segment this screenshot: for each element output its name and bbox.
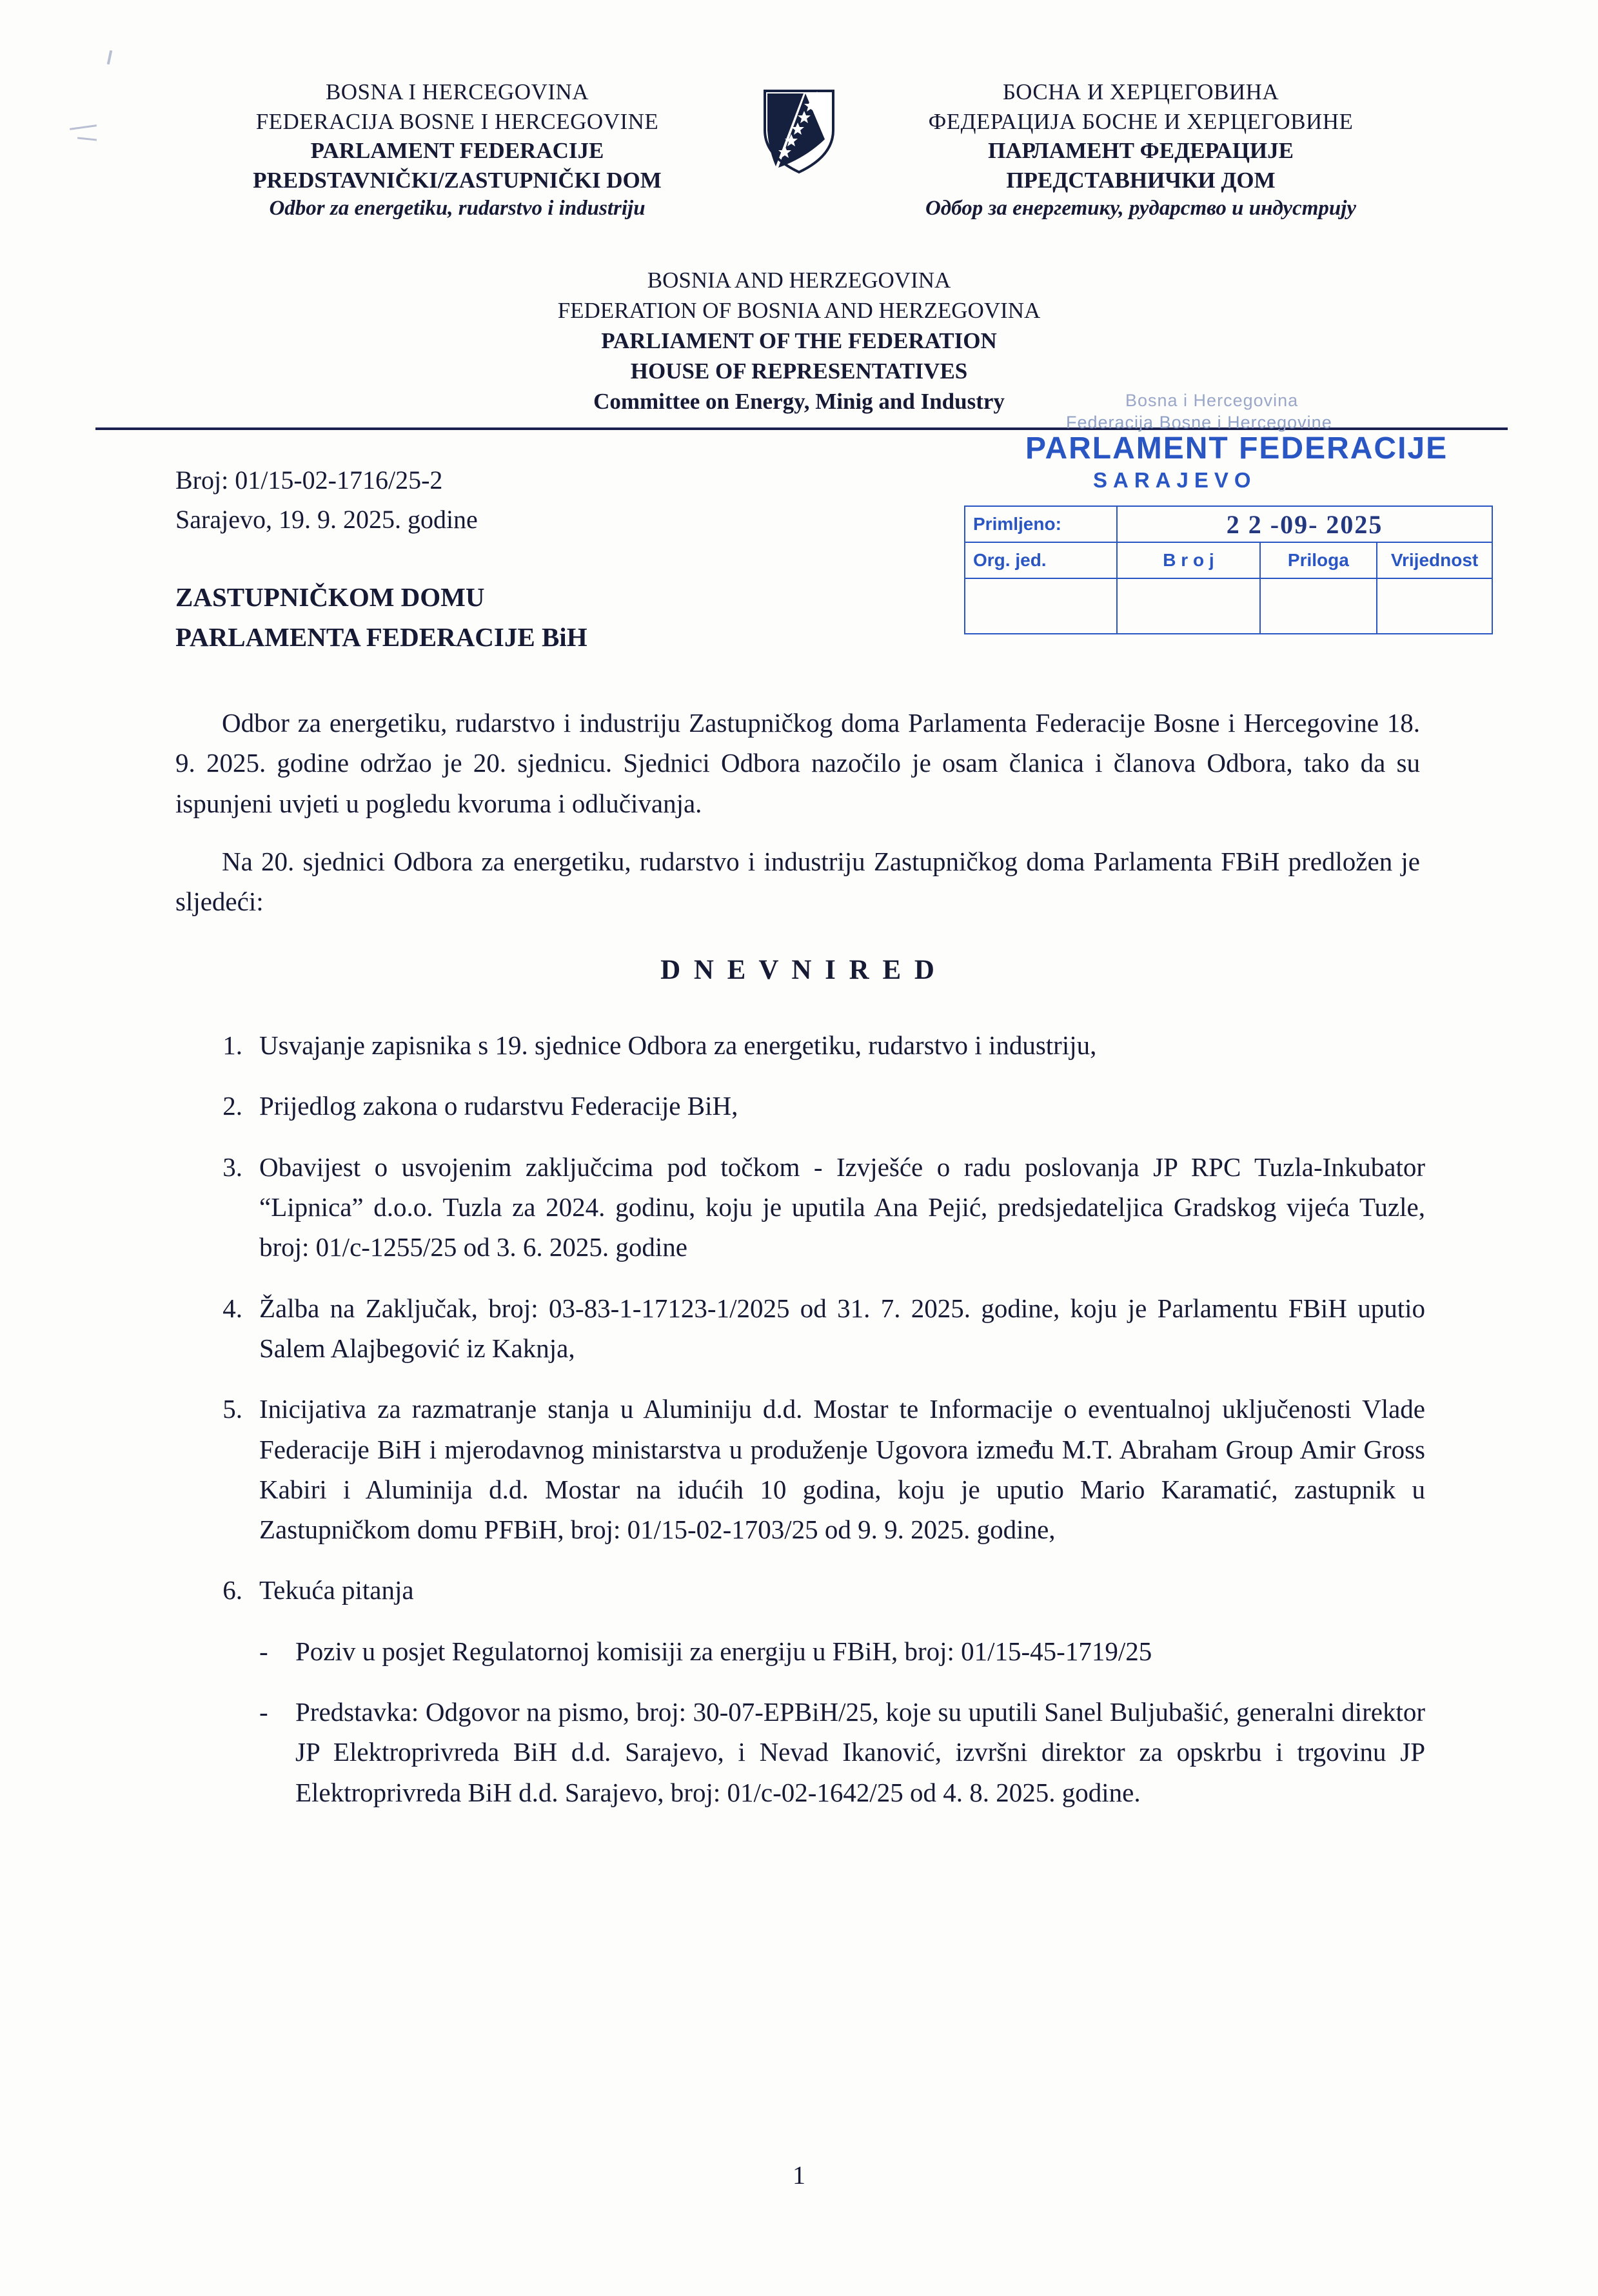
letterhead-latin xyxy=(190,77,725,222)
body-paragraph-2: Na 20. sjednici Odbora za energetiku, rudarstvo i industriju Zastupničkog doma Parlamenta FBiH predložen je sljedeći: xyxy=(175,846,1420,917)
agenda-subitem-text: Predstavka: Odgovor na pismo, broj: 30-07-EPBiH/25, koje su uputili Sanel Buljubašić, generalni direktor JP Elektroprivreda BiH d.d. Sarajevo, i Nevad Ikanović, izvršni direktor za opskrbu i trgovinu JP Elektroprivreda BiH d.d. Sarajevo, broj: 01/c-02-1642/25 od 4. 8. 2025. godine. xyxy=(295,1697,1425,1807)
letterhead-latin-line4: PREDSTAVNIČKI/ZASTUPNIČKI DOM xyxy=(253,167,662,193)
stamp-cell-broj-value xyxy=(1117,578,1259,634)
stamp-received-label: Primljeno: xyxy=(965,506,1117,542)
agenda-item-text: Žalba na Zaključak, broj: 03-83-1-17123-1/2025 od 31. 7. 2025. godine, koju je Parlamentu FBiH uputio Salem Alajbegović iz Kaknja, xyxy=(259,1293,1425,1363)
agenda-item-text: Prijedlog zakona o rudarstvu Federacije BiH, xyxy=(259,1091,738,1121)
stamp-faint-line1: Bosna i Hercegovina xyxy=(1125,391,1299,410)
coat-of-arms-icon xyxy=(763,89,835,174)
letterhead-latin-line3: PARLAMENT FEDERACIJE xyxy=(310,138,604,163)
agenda-subitem xyxy=(193,1631,1425,1671)
letterhead-cyrillic-line1: БОСНА И ХЕРЦЕГОВИНА xyxy=(1002,79,1279,104)
letterhead-english-line5: Committee on Energy, Minig and Industry xyxy=(593,388,1005,414)
letterhead-cyrillic xyxy=(873,77,1408,222)
emblem-container xyxy=(725,77,873,174)
stamp-cell-priloga-value xyxy=(1260,578,1377,634)
agenda-item-number: 3. xyxy=(222,1152,242,1182)
letterhead-cyrillic-line3: ПАРЛАМЕНТ ФЕДЕРАЦИЈЕ xyxy=(988,138,1294,163)
stamp-faint-line2: Federacija Bosne i Hercegovine xyxy=(1066,413,1332,432)
agenda-item xyxy=(193,1288,1425,1369)
letterhead-cyrillic-line4: ПРЕДСТАВНИЧКИ ДОМ xyxy=(1006,167,1276,193)
letterhead-cyrillic-line5: Одбор за енергетику, рударство и индустрију xyxy=(925,197,1357,220)
stamp-city: SARAJEVO xyxy=(1093,468,1257,492)
stamp-col-priloga: Priloga xyxy=(1260,542,1377,578)
letterhead-english-line1: BOSNIA AND HERZEGOVINA xyxy=(647,268,951,293)
page-number: 1 xyxy=(793,2161,805,2190)
stamp-cell-vrijednost-value xyxy=(1377,578,1492,634)
stamp-col-broj: B r o j xyxy=(1117,542,1259,578)
agenda-heading: D N E V N I R E D xyxy=(660,955,938,985)
agenda-item-number: 6. xyxy=(222,1575,242,1605)
agenda-item xyxy=(193,1570,1425,1610)
stamp-row-blank xyxy=(965,578,1492,634)
stamp-col-org: Org. jed. xyxy=(965,542,1117,578)
agenda-item-number: 5. xyxy=(222,1394,242,1424)
stamp-title: PARLAMENT FEDERACIJE xyxy=(1025,431,1448,466)
addressee-block xyxy=(175,577,587,658)
letterhead-latin-line5: Odbor za energetiku, rudarstvo i industriju xyxy=(269,197,646,220)
agenda-item xyxy=(193,1147,1425,1268)
agenda-item-text: Usvajanje zapisnika s 19. sjednice Odbora za energetiku, rudarstvo i industriju, xyxy=(259,1030,1097,1060)
letterhead xyxy=(0,77,1598,222)
addressee-line1: ZASTUPNIČKOM DOMU xyxy=(175,582,485,612)
agenda-item xyxy=(193,1025,1425,1065)
body-paragraph-1: Odbor za energetiku, rudarstvo i industriju Zastupničkog doma Parlamenta Federacije Bosne i Hercegovine 18. 9. 2025. godine održao je 20. sjednicu. Sjednici Odbora nazočilo je osam članica i članova Odbora, tako da su ispunjeni uvjeti u pogledu kvoruma i odlučivanja. xyxy=(175,708,1420,818)
received-stamp xyxy=(951,391,1506,662)
letterhead-cyrillic-line2: ФЕДЕРАЦИЈА БОСНЕ И ХЕРЦЕГОВИНЕ xyxy=(928,108,1354,134)
agenda-list xyxy=(193,1025,1425,1833)
stamp-row-headers xyxy=(965,542,1492,578)
agenda-subitem-dash: - xyxy=(259,1697,268,1727)
addressee-line2: PARLAMENTA FEDERACIJE BiH xyxy=(175,622,587,652)
agenda-subitem-text: Poziv u posjet Regulatornoj komisiji za energiju u FBiH, broj: 01/15-45-1719/25 xyxy=(295,1636,1152,1666)
agenda-subitem xyxy=(193,1692,1425,1812)
agenda-item-text: Inicijativa za razmatranje stanja u Aluminiju d.d. Mostar te Informacije o eventualnoj uključenosti Vlade Federacije BiH i mjerodavnog ministarstva u produženje Ugovora između M.T. Abraham Group Amir Gross Kabiri i Aluminija d.d. Mostar na idućih 10 godina, koju je uputio Mario Karamatić, zastupnik u Zastupničkom domu PFBiH, broj: 01/15-02-1703/25 od 9. 9. 2025. godine, xyxy=(259,1394,1425,1545)
agenda-item-number: 4. xyxy=(222,1293,242,1323)
reference-number: Broj: 01/15-02-1716/25-2 xyxy=(175,466,443,495)
reference-date: Sarajevo, 19. 9. 2025. godine xyxy=(175,504,478,534)
stamp-received-date: 2 2 -09- 2025 xyxy=(1117,506,1492,542)
agenda-item-text: Obavijest o usvojenim zaključcima pod točkom - Izvješće o radu poslovanja JP RPC Tuzla-Inkubator “Lipnica” d.o.o. Tuzla za 2024. godinu, koju je uputila Ana Pejić, predsjedateljica Gradskog vijeća Tuzle, broj: 01/c-1255/25 od 3. 6. 2025. godine xyxy=(259,1152,1425,1262)
letterhead-latin-line1: BOSNA I HERCEGOVINA xyxy=(325,79,589,104)
letterhead-english-line3: PARLIAMENT OF THE FEDERATION xyxy=(601,328,997,353)
stamp-col-vrijednost: Vrijednost xyxy=(1377,542,1492,578)
agenda-item-number: 2. xyxy=(222,1091,242,1121)
agenda-item-number: 1. xyxy=(222,1030,242,1060)
stamp-table xyxy=(964,505,1493,634)
agenda-subitem-dash: - xyxy=(259,1636,268,1666)
body-paragraphs xyxy=(175,703,1420,940)
scan-speck xyxy=(107,50,112,64)
letterhead-english-line4: HOUSE OF REPRESENTATIVES xyxy=(630,358,968,384)
agenda-item xyxy=(193,1086,1425,1126)
stamp-row-received xyxy=(965,506,1492,542)
reference-block xyxy=(175,461,478,540)
letterhead-latin-line2: FEDERACIJA BOSNE I HERCEGOVINE xyxy=(255,108,659,134)
agenda-item xyxy=(193,1389,1425,1549)
stamp-cell-org-value xyxy=(965,578,1117,634)
agenda-item-text: Tekuća pitanja xyxy=(259,1575,414,1605)
letterhead-english-line2: FEDERATION OF BOSNIA AND HERZEGOVINA xyxy=(557,297,1041,323)
